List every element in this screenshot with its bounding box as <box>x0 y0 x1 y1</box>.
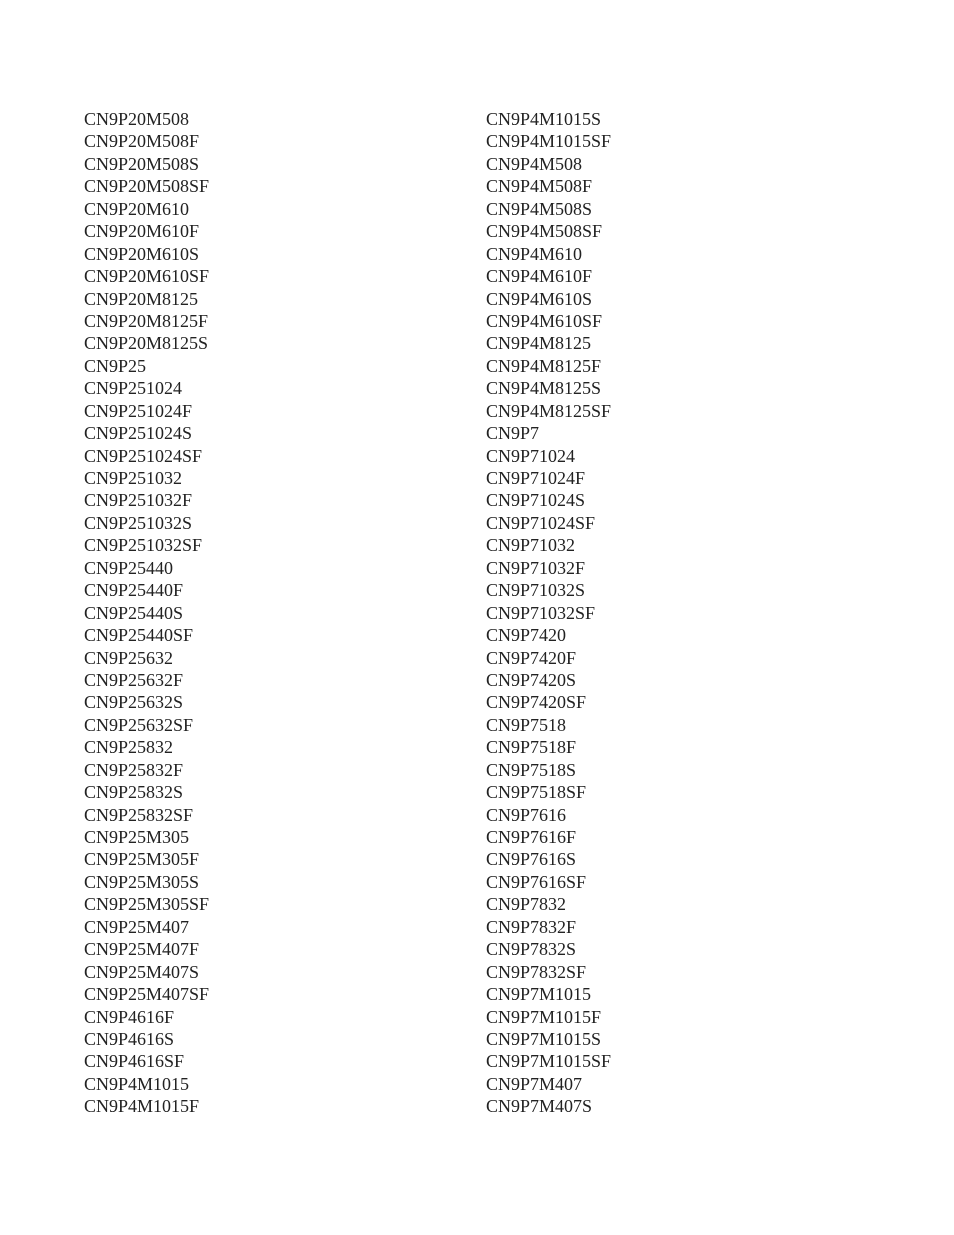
part-number-item: CN9P20M8125F <box>84 310 209 331</box>
part-number-item: CN9P25M305SF <box>84 894 210 915</box>
part-number-item: CN9P25632S <box>84 692 184 713</box>
part-number-item: CN9P25M305S <box>84 871 200 892</box>
part-number-item: CN9P25M305 <box>84 827 190 847</box>
part-number-item: CN9P4616F <box>84 1006 175 1027</box>
part-number-item: CN9P71032SF <box>486 602 596 623</box>
part-number-item: CN9P7616F <box>486 827 577 847</box>
part-number-item: CN9P20M610SF <box>84 266 210 287</box>
part-number-item: CN9P7616S <box>486 849 577 870</box>
part-number-item: CN9P7616SF <box>486 871 587 892</box>
part-number-item: CN9P7518F <box>486 737 577 758</box>
part-number-item: CN9P4M610 <box>486 243 583 264</box>
part-number-item: CN9P25632F <box>84 669 184 690</box>
part-number-item: CN9P4M8125SF <box>486 400 612 421</box>
part-number-item: CN9P25M305F <box>84 849 200 870</box>
part-number-item: CN9P4616S <box>84 1028 175 1049</box>
part-number-item: CN9P4M610SF <box>486 310 603 331</box>
part-number-item: CN9P7420F <box>486 647 577 668</box>
part-number-item: CN9P25440SF <box>84 625 194 646</box>
part-number-item: CN9P251024SF <box>84 445 203 466</box>
part-number-item: CN9P251024 <box>84 378 183 399</box>
part-number-item: CN9P20M508F <box>84 131 200 152</box>
part-number-item: CN9P25440S <box>84 602 184 623</box>
part-number-item: CN9P7420 <box>486 625 567 646</box>
part-number-item: CN9P25M407F <box>84 939 200 960</box>
part-number-item: CN9P7518SF <box>486 782 587 803</box>
part-number-item: CN9P7M1015F <box>486 1006 602 1027</box>
part-number-item: CN9P25832F <box>84 759 184 780</box>
part-number-item: CN9P20M508S <box>84 153 200 174</box>
part-number-item: CN9P4M8125F <box>486 355 602 376</box>
part-number-item: CN9P25M407 <box>84 916 190 937</box>
part-number-item: CN9P71024S <box>486 490 586 511</box>
part-number-item: CN9P20M8125S <box>84 333 209 354</box>
part-number-item: CN9P4M1015 <box>84 1073 190 1094</box>
part-number-item: CN9P20M610 <box>84 198 190 219</box>
part-number-item: CN9P25440 <box>84 557 174 578</box>
part-number-item: CN9P7M1015SF <box>486 1051 612 1072</box>
part-number-item: CN9P25632SF <box>84 714 194 735</box>
part-number-item: CN9P251024F <box>84 400 193 421</box>
part-number-item: CN9P7M1015S <box>486 1028 602 1049</box>
part-number-item: CN9P4M1015F <box>84 1096 200 1117</box>
part-number-item: CN9P7M407S <box>486 1096 593 1117</box>
part-number-item: CN9P4M508 <box>486 153 583 174</box>
part-number-item: CN9P4M1015SF <box>486 131 612 152</box>
part-number-item: CN9P7832S <box>486 939 577 960</box>
part-number-item: CN9P4M1015S <box>486 109 602 129</box>
part-number-item: CN9P71024F <box>486 468 586 488</box>
part-number-item: CN9P20M508 <box>84 109 190 129</box>
part-number-item: CN9P7518 <box>486 714 567 735</box>
part-number-item: CN9P251032F <box>84 490 193 511</box>
part-number-item: CN9P7M407 <box>486 1073 583 1094</box>
part-number-item: CN9P4M8125 <box>486 333 592 354</box>
part-number-item: CN9P7832 <box>486 894 567 915</box>
part-number-item: CN9P25632 <box>84 647 174 668</box>
part-number-item: CN9P25 <box>84 355 147 376</box>
part-number-item: CN9P20M508SF <box>84 176 210 197</box>
part-number-item: CN9P4M8125S <box>486 378 602 399</box>
part-number-item: CN9P7420S <box>486 669 577 690</box>
part-number-item: CN9P4M610F <box>486 266 593 287</box>
part-number-item: CN9P251032SF <box>84 535 203 556</box>
part-number-item: CN9P25440F <box>84 580 184 601</box>
part-number-item: CN9P7M1015 <box>486 984 592 1005</box>
part-number-item: CN9P71024SF <box>486 512 596 533</box>
part-number-item: CN9P7518S <box>486 759 577 780</box>
part-number-item: CN9P71032S <box>486 580 586 601</box>
part-number-item: CN9P7832F <box>486 916 577 937</box>
part-number-item: CN9P20M8125 <box>84 288 199 309</box>
part-number-column-right <box>486 108 611 1118</box>
part-number-item: CN9P251032S <box>84 512 193 533</box>
part-number-item: CN9P4M508SF <box>486 221 603 242</box>
part-number-item: CN9P251032 <box>84 468 183 488</box>
part-number-item: CN9P25M407SF <box>84 984 210 1005</box>
part-number-item: CN9P71032F <box>486 557 586 578</box>
part-number-column-left <box>84 108 209 1118</box>
part-number-item: CN9P25M407S <box>84 961 200 982</box>
part-number-item: CN9P7420SF <box>486 692 587 713</box>
part-number-item: CN9P4M508S <box>486 198 593 219</box>
part-number-item: CN9P25832 <box>84 737 174 758</box>
part-number-item: CN9P25832SF <box>84 804 194 825</box>
part-number-item: CN9P71024 <box>486 445 576 466</box>
part-number-item: CN9P7832SF <box>486 961 587 982</box>
part-number-item: CN9P251024S <box>84 423 193 444</box>
part-number-item: CN9P20M610F <box>84 221 200 242</box>
part-number-item: CN9P7 <box>486 423 540 444</box>
part-number-item: CN9P25832S <box>84 782 184 803</box>
part-number-item: CN9P4616SF <box>84 1051 185 1072</box>
part-number-item: CN9P7616 <box>486 804 567 825</box>
part-number-item: CN9P71032 <box>486 535 576 556</box>
part-number-item: CN9P4M508F <box>486 176 593 197</box>
part-number-item: CN9P4M610S <box>486 288 593 309</box>
part-number-item: CN9P20M610S <box>84 243 200 264</box>
